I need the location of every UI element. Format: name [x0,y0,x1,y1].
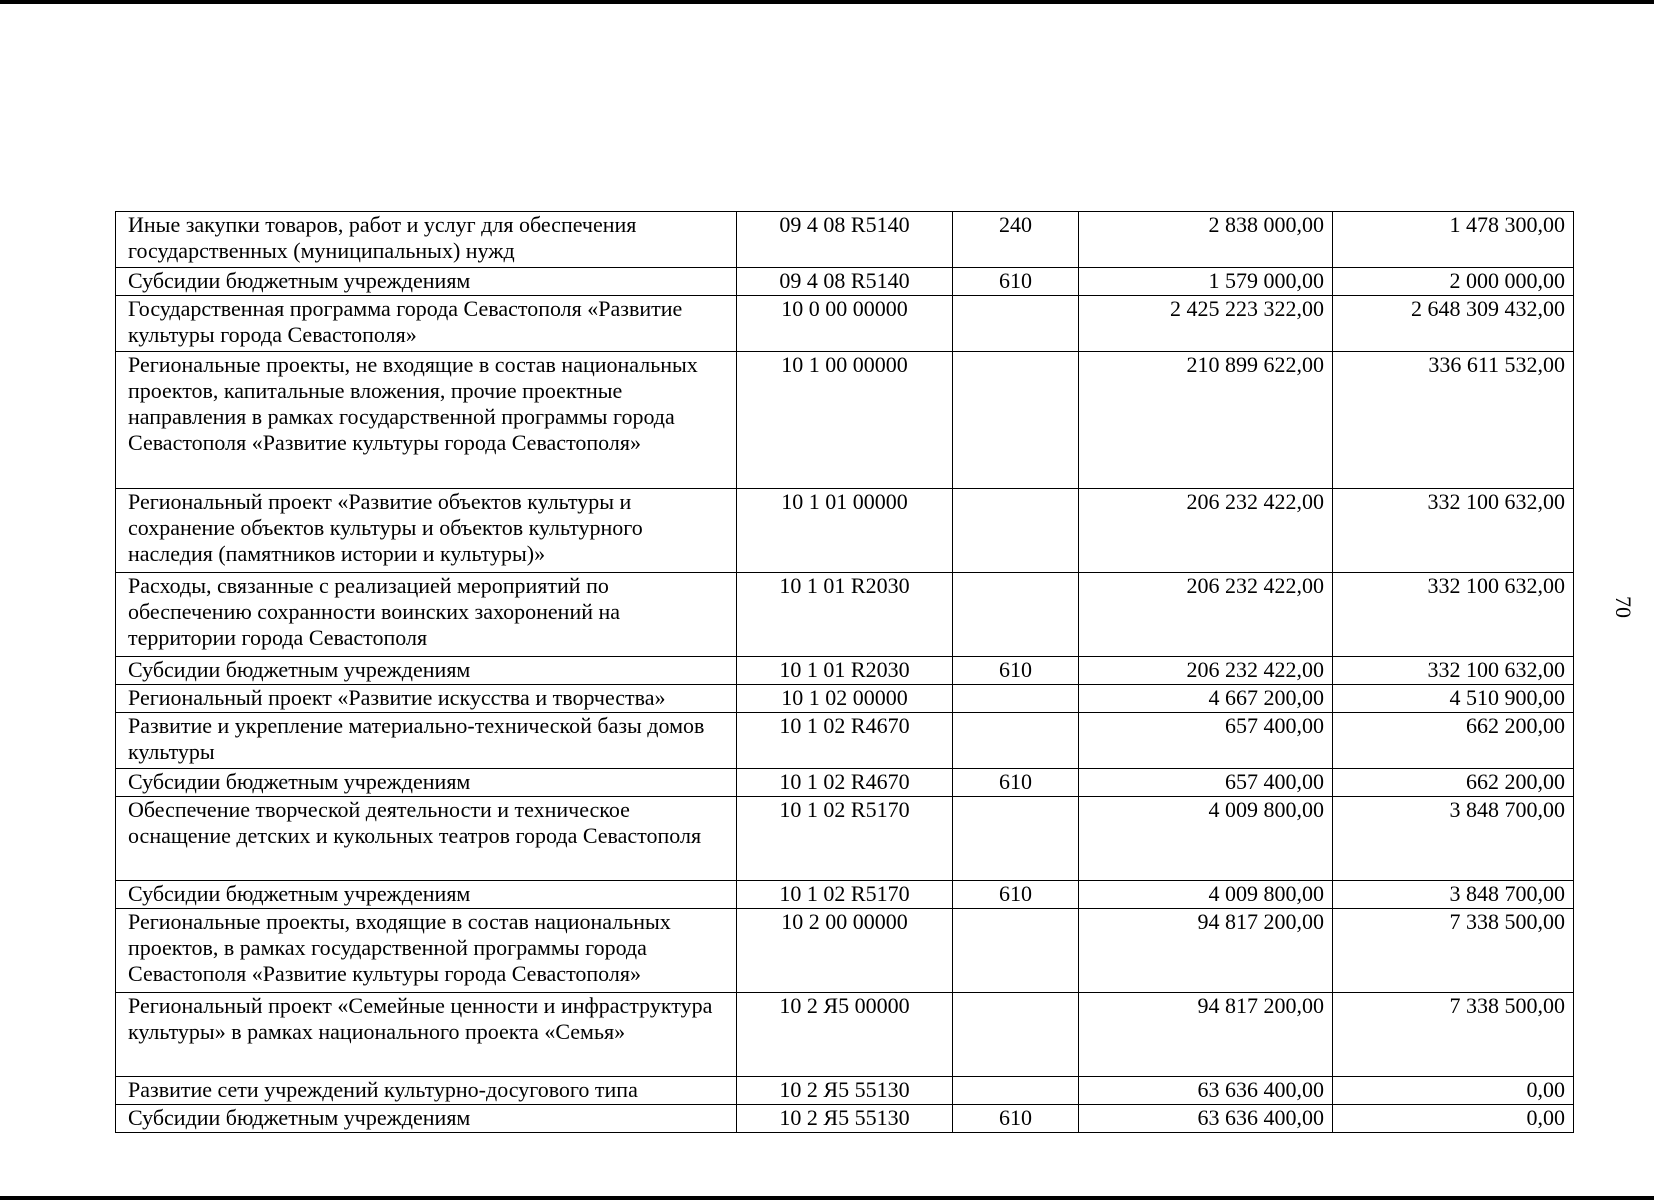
table-row [116,685,1574,713]
amount-year2-cell: 4 510 900,00 [1333,685,1574,713]
expense-name-cell: Региональный проект «Развитие объектов культуры и сохранение объектов культуры и объектов культурного наследия (памятников истории и культуры)» [116,489,737,573]
expense-name-cell: Обеспечение творческой деятельности и техническое оснащение детских и кукольных театров города Севастополя [116,797,737,881]
table-row [116,489,1574,573]
budget-table-body [116,212,1574,1133]
expense-type-cell: 610 [953,769,1079,797]
page-number: 70 [1611,596,1636,618]
target-code-cell: 10 1 01 R2030 [737,657,953,685]
scan-border-bottom [0,1196,1654,1200]
expense-type-cell [953,685,1079,713]
amount-year2-cell: 336 611 532,00 [1333,352,1574,489]
target-code-cell: 10 2 Я5 55130 [737,1105,953,1133]
table-row [116,212,1574,268]
amount-year1-cell: 657 400,00 [1079,713,1333,769]
budget-table [115,211,1574,1133]
target-code-cell: 10 2 Я5 55130 [737,1077,953,1105]
amount-year1-cell: 657 400,00 [1079,769,1333,797]
expense-name-cell: Региональный проект «Развитие искусства и творчества» [116,685,737,713]
expense-name-cell: Иные закупки товаров, работ и услуг для обеспечения государственных (муниципальных) нужд [116,212,737,268]
table-row [116,993,1574,1077]
expense-type-cell: 610 [953,1105,1079,1133]
table-row [116,1105,1574,1133]
table-row [116,268,1574,296]
expense-type-cell [953,352,1079,489]
expense-name-cell: Региональный проект «Семейные ценности и инфраструктура культуры» в рамках национального проекта «Семья» [116,993,737,1077]
target-code-cell: 10 1 01 R2030 [737,573,953,657]
amount-year1-cell: 206 232 422,00 [1079,489,1333,573]
amount-year2-cell: 332 100 632,00 [1333,573,1574,657]
table-row [116,881,1574,909]
table-row [116,352,1574,489]
target-code-cell: 10 1 02 R4670 [737,713,953,769]
amount-year2-cell: 3 848 700,00 [1333,797,1574,881]
expense-name-cell: Региональные проекты, входящие в состав национальных проектов, в рамках государственной программы города Севастополя «Развитие культуры города Севастополя» [116,909,737,993]
amount-year2-cell: 332 100 632,00 [1333,657,1574,685]
target-code-cell: 09 4 08 R5140 [737,212,953,268]
target-code-cell: 10 1 02 R5170 [737,797,953,881]
amount-year1-cell: 2 838 000,00 [1079,212,1333,268]
expense-type-cell [953,797,1079,881]
amount-year2-cell: 3 848 700,00 [1333,881,1574,909]
table-row [116,909,1574,993]
scan-border-top [0,0,1654,4]
expense-type-cell [953,713,1079,769]
amount-year2-cell: 1 478 300,00 [1333,212,1574,268]
target-code-cell: 10 1 02 R4670 [737,769,953,797]
amount-year1-cell: 94 817 200,00 [1079,909,1333,993]
expense-type-cell [953,573,1079,657]
amount-year1-cell: 4 009 800,00 [1079,797,1333,881]
expense-name-cell: Субсидии бюджетным учреждениям [116,881,737,909]
amount-year1-cell: 206 232 422,00 [1079,573,1333,657]
amount-year1-cell: 94 817 200,00 [1079,993,1333,1077]
expense-name-cell: Субсидии бюджетным учреждениям [116,268,737,296]
target-code-cell: 10 0 00 00000 [737,296,953,352]
expense-type-cell [953,489,1079,573]
amount-year2-cell: 662 200,00 [1333,713,1574,769]
amount-year2-cell: 7 338 500,00 [1333,993,1574,1077]
table-row [116,296,1574,352]
expense-name-cell: Субсидии бюджетным учреждениям [116,769,737,797]
expense-type-cell: 610 [953,657,1079,685]
expense-type-cell [953,909,1079,993]
amount-year1-cell: 1 579 000,00 [1079,268,1333,296]
amount-year1-cell: 2 425 223 322,00 [1079,296,1333,352]
target-code-cell: 10 1 02 R5170 [737,881,953,909]
expense-type-cell: 610 [953,268,1079,296]
amount-year2-cell: 7 338 500,00 [1333,909,1574,993]
target-code-cell: 10 1 02 00000 [737,685,953,713]
expense-type-cell [953,1077,1079,1105]
table-row [116,797,1574,881]
table-row [116,1077,1574,1105]
target-code-cell: 10 1 00 00000 [737,352,953,489]
expense-name-cell: Развитие и укрепление материально-технической базы домов культуры [116,713,737,769]
table-row [116,713,1574,769]
amount-year2-cell: 0,00 [1333,1077,1574,1105]
table-row [116,657,1574,685]
amount-year2-cell: 2 000 000,00 [1333,268,1574,296]
amount-year1-cell: 210 899 622,00 [1079,352,1333,489]
amount-year1-cell: 63 636 400,00 [1079,1105,1333,1133]
amount-year2-cell: 0,00 [1333,1105,1574,1133]
amount-year1-cell: 4 009 800,00 [1079,881,1333,909]
expense-type-cell [953,993,1079,1077]
expense-name-cell: Государственная программа города Севастополя «Развитие культуры города Севастополя» [116,296,737,352]
amount-year2-cell: 662 200,00 [1333,769,1574,797]
expense-type-cell: 240 [953,212,1079,268]
amount-year1-cell: 4 667 200,00 [1079,685,1333,713]
table-row [116,573,1574,657]
target-code-cell: 10 1 01 00000 [737,489,953,573]
expense-type-cell: 610 [953,881,1079,909]
expense-name-cell: Субсидии бюджетным учреждениям [116,657,737,685]
target-code-cell: 09 4 08 R5140 [737,268,953,296]
target-code-cell: 10 2 00 00000 [737,909,953,993]
target-code-cell: 10 2 Я5 00000 [737,993,953,1077]
expense-name-cell: Развитие сети учреждений культурно-досугового типа [116,1077,737,1105]
table-row [116,769,1574,797]
amount-year1-cell: 206 232 422,00 [1079,657,1333,685]
amount-year2-cell: 332 100 632,00 [1333,489,1574,573]
expense-type-cell [953,296,1079,352]
expense-name-cell: Расходы, связанные с реализацией мероприятий по обеспечению сохранности воинских захоронений на территории города Севастополя [116,573,737,657]
expense-name-cell: Субсидии бюджетным учреждениям [116,1105,737,1133]
amount-year1-cell: 63 636 400,00 [1079,1077,1333,1105]
expense-name-cell: Региональные проекты, не входящие в состав национальных проектов, капитальные вложения, прочие проектные направления в рамках государственной программы города Севастополя «Развитие культуры города Севастополя» [116,352,737,489]
amount-year2-cell: 2 648 309 432,00 [1333,296,1574,352]
